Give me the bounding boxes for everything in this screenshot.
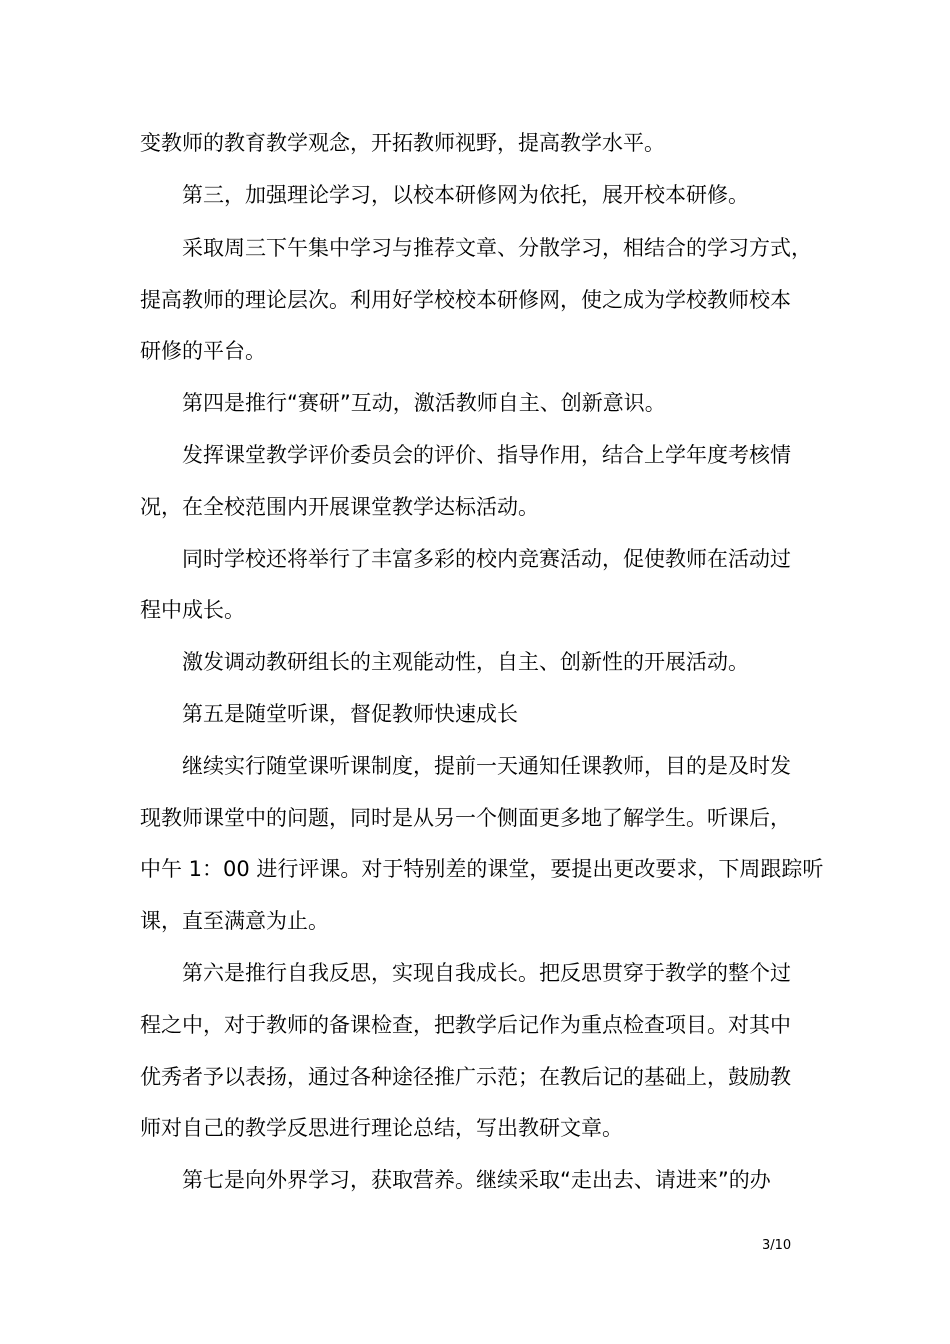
- paragraph-heading: 第三，加强理论学习，以校本研修网为依托，展开校本研修。: [182, 183, 749, 207]
- text-line: 采取周三下午集中学习与推荐文章、分散学习，相结合的学习方式，: [182, 236, 812, 260]
- text-line: 变教师的教育教学观念，开拓教师视野，提高教学水平。: [140, 131, 665, 155]
- text-line: 况，在全校范围内开展课堂教学达标活动。: [140, 495, 539, 519]
- paragraph-heading: 第五是随堂听课，督促教师快速成长: [182, 702, 518, 726]
- paragraph-heading: 第六是推行自我反思，实现自我成长。把反思贯穿于教学的整个过: [182, 961, 791, 985]
- text-line: 研修的平台。: [140, 339, 266, 363]
- paragraph-heading: 第七是向外界学习，获取营养。继续采取“走出去、请进来”的办: [182, 1168, 771, 1192]
- text-line: 发挥课堂教学评价委员会的评价、指导作用，结合上学年度考核情: [182, 443, 791, 467]
- paragraph-heading: 第四是推行“赛研”互动，激活教师自主、创新意识。: [182, 391, 666, 415]
- text-line: 同时学校还将举行了丰富多彩的校内竞赛活动，促使教师在活动过: [182, 547, 791, 571]
- text-line: 优秀者予以表扬，通过各种途径推广示范；在教后记的基础上，鼓励教: [140, 1065, 791, 1089]
- text-line: 现教师课堂中的问题，同时是从另一个侧面更多地了解学生。听课后，: [140, 806, 791, 830]
- text-line: 程中成长。: [140, 598, 245, 622]
- text-line: 师对自己的教学反思进行理论总结，写出教研文章。: [140, 1116, 623, 1140]
- text-line: 激发调动教研组长的主观能动性，自主、创新性的开展活动。: [182, 650, 749, 674]
- text-line: 提高教师的理论层次。利用好学校校本研修网，使之成为学校教师校本: [140, 288, 791, 312]
- text-line: 程之中，对于教师的备课检查，把教学后记作为重点检查项目。对其中: [140, 1013, 791, 1037]
- page-number: 3/10: [762, 1238, 792, 1253]
- text-line: 继续实行随堂课听课制度，提前一天通知任课教师，目的是及时发: [182, 754, 791, 778]
- text-line: 课，直至满意为止。: [140, 909, 329, 933]
- text-line: 中午 1：00 进行评课。对于特别差的课堂，要提出更改要求，下周跟踪听: [140, 857, 824, 881]
